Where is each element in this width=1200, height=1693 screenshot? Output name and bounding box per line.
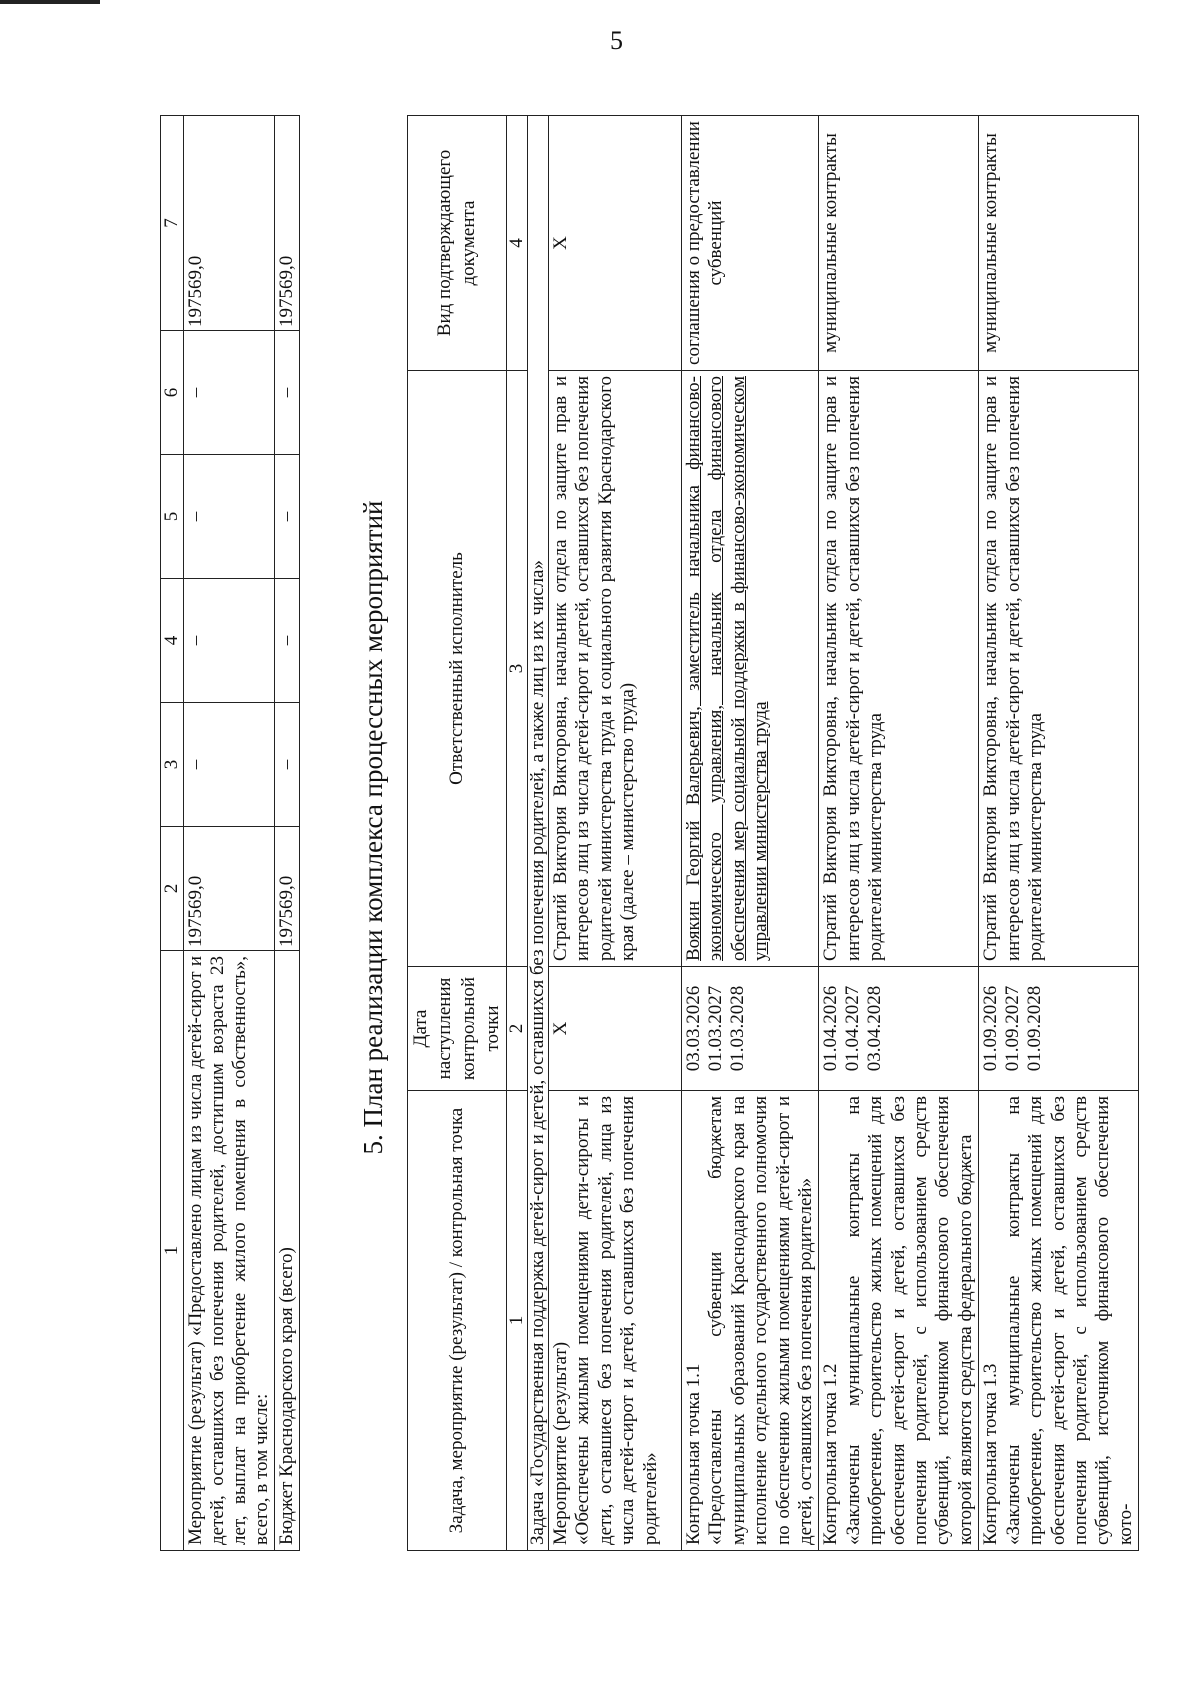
date-cell — [819, 967, 979, 1091]
budget-table-header-row — [161, 116, 184, 1551]
table-row — [549, 116, 682, 1551]
row-label-title: Мероприятие (результат) — [550, 1341, 571, 1545]
header-date: Дата наступления контрольной точки — [408, 967, 507, 1091]
date-value: 03.04.2028 — [864, 985, 886, 1072]
col-number: 2 — [507, 967, 528, 1091]
executor-cell — [549, 371, 682, 967]
row-label-title: Контрольная точка 1.1 — [683, 1363, 704, 1545]
budget-cell: – — [275, 703, 300, 827]
budget-col-header: 5 — [161, 455, 184, 579]
plan-table-header-row — [408, 116, 507, 1551]
date-value: 01.04.2026 — [820, 985, 842, 1072]
date-value: 01.09.2028 — [1024, 985, 1046, 1072]
date-value: 01.04.2027 — [842, 985, 864, 1072]
budget-cell: 197569,0 — [184, 116, 275, 331]
header-executor: Ответственный исполнитель — [408, 371, 507, 967]
document-cell: Х — [549, 116, 682, 371]
document-cell: соглашения о предоставлении субвенций — [682, 116, 819, 371]
col-number: 3 — [507, 371, 528, 967]
measure-cell — [549, 1091, 682, 1551]
executor-cell — [979, 371, 1139, 967]
row-label-body: «Заключены муниципальные контракты на приобретение, строительство жилых помещений для обеспечения детей-сирот и детей, оставшихся без попечения родителей, с использованием средств субвенций, источником финансового обеспечения которой являются средства федерального бюджета — [842, 1096, 976, 1545]
rotated-page-content — [160, 90, 1136, 1565]
budget-cell: 197569,0 — [275, 116, 300, 331]
budget-col-header: 1 — [161, 951, 184, 1551]
budget-col-header: 7 — [161, 116, 184, 331]
header-task: Задача, мероприятие (результат) / контрольная точка — [408, 1091, 507, 1551]
date-value: Х — [550, 1021, 571, 1036]
header-document: Вид подтверждающего документа — [408, 116, 507, 371]
budget-col-header: 2 — [161, 827, 184, 951]
budget-cell: – — [184, 579, 275, 703]
executor-text: Стратий Виктория Викторовна, начальник отдела по защите прав и интересов лиц из числа детей-сирот и детей, оставшихся без попечения родителей министерства труда и социального развития Краснодарского края (далее – министерство труда) — [550, 376, 639, 961]
control-point-cell — [979, 1091, 1139, 1551]
date-value: 01.03.2027 — [705, 985, 726, 1072]
control-point-cell — [819, 1091, 979, 1551]
page-number: 5 — [610, 26, 623, 55]
row-label-body: «Обеспечены жилыми помещениями дети-сироты и дети, оставшиеся без попечения родителей, лица из числа детей-сирот и детей, оставшихся без попечения родителей» — [572, 1096, 661, 1545]
table-row — [184, 116, 275, 1551]
budget-cell: – — [275, 331, 300, 455]
budget-table — [160, 115, 300, 1551]
document-cell: муниципальные контракты — [819, 116, 979, 371]
scan-edge-mark — [0, 0, 100, 4]
plan-table — [407, 115, 1139, 1551]
budget-cell: – — [184, 331, 275, 455]
budget-cell: – — [275, 579, 300, 703]
date-value: 01.09.2027 — [1002, 985, 1024, 1072]
col-number: 4 — [507, 116, 528, 371]
executor-cell — [819, 371, 979, 967]
control-point-cell — [682, 1091, 819, 1551]
document-cell: муниципальные контракты — [979, 116, 1139, 371]
table-row — [979, 116, 1139, 1551]
row-label-body: «Предоставлены субвенции бюджетам муниципальных образований Краснодарского края на исполнение отдельного государственного полномочия по обеспечению жилыми помещениями детей-сирот и детей, оставшихся без попечения родителей» — [705, 1096, 817, 1545]
budget-cell: – — [184, 455, 275, 579]
date-cell — [549, 967, 682, 1091]
executor-text: Стратий Виктория Викторовна, начальник отдела по защите прав и интересов лиц из числа детей-сирот и детей, оставшихся без попечения родителей министерства труда — [820, 376, 887, 961]
col-number: 1 — [507, 1091, 528, 1551]
budget-row-label: Бюджет Краснодарского края (всего) — [275, 951, 300, 1551]
executor-text: Стратий Виктория Викторовна, начальник отдела по защите прав и интересов лиц из числа детей-сирот и детей, оставшихся без попечения родителей министерства труда — [980, 376, 1047, 961]
executor-cell — [682, 371, 819, 967]
row-label-title: Контрольная точка 1.2 — [820, 1363, 842, 1545]
budget-cell: – — [275, 455, 300, 579]
task-title: Задача «Государственная поддержка детей-сирот и детей, оставшихся без попечения родителей, а также лиц из их числа» — [528, 116, 549, 1551]
date-value: 03.03.2026 — [683, 985, 704, 1072]
date-cell — [682, 967, 819, 1091]
row-label-body: «Заключены муниципальные контракты на приобретение, строительство жилых помещений для обеспечения детей-сирот и детей, оставшихся без попечения родителей, с использованием средств субвенций, источником финансового обеспечения кото- — [1002, 1096, 1136, 1545]
row-label-title: Контрольная точка 1.3 — [980, 1363, 1002, 1545]
table-row — [682, 116, 819, 1551]
budget-cell: 197569,0 — [184, 827, 275, 951]
date-value: 01.03.2028 — [727, 985, 748, 1072]
budget-row-label: Мероприятие (результат) «Предоставлено лицам из числа детей-сирот и детей, оставшихся без попечения родителей, достигшим возраста 23 лет, выплат на приобретение жилого помещения в собственность», всего, в том числе: — [184, 951, 275, 1551]
budget-col-header: 3 — [161, 703, 184, 827]
date-cell — [979, 967, 1139, 1091]
date-value: 01.09.2026 — [980, 985, 1002, 1072]
budget-col-header: 4 — [161, 579, 184, 703]
budget-cell: – — [184, 703, 275, 827]
task-row — [528, 116, 549, 1551]
budget-cell: 197569,0 — [275, 827, 300, 951]
table-row — [819, 116, 979, 1551]
plan-table-number-row — [507, 116, 528, 1551]
table-row — [275, 116, 300, 1551]
section-title: 5. План реализации комплекса процессных мероприятий — [358, 500, 388, 1155]
executor-text: Воякин Георгий Валерьевич, заместитель начальника финансово-экономического управления, начальник отдела финансового обеспечения мер социальной поддержки в финансово-экономическом управлении министерства труда — [683, 376, 772, 961]
budget-col-header: 6 — [161, 331, 184, 455]
